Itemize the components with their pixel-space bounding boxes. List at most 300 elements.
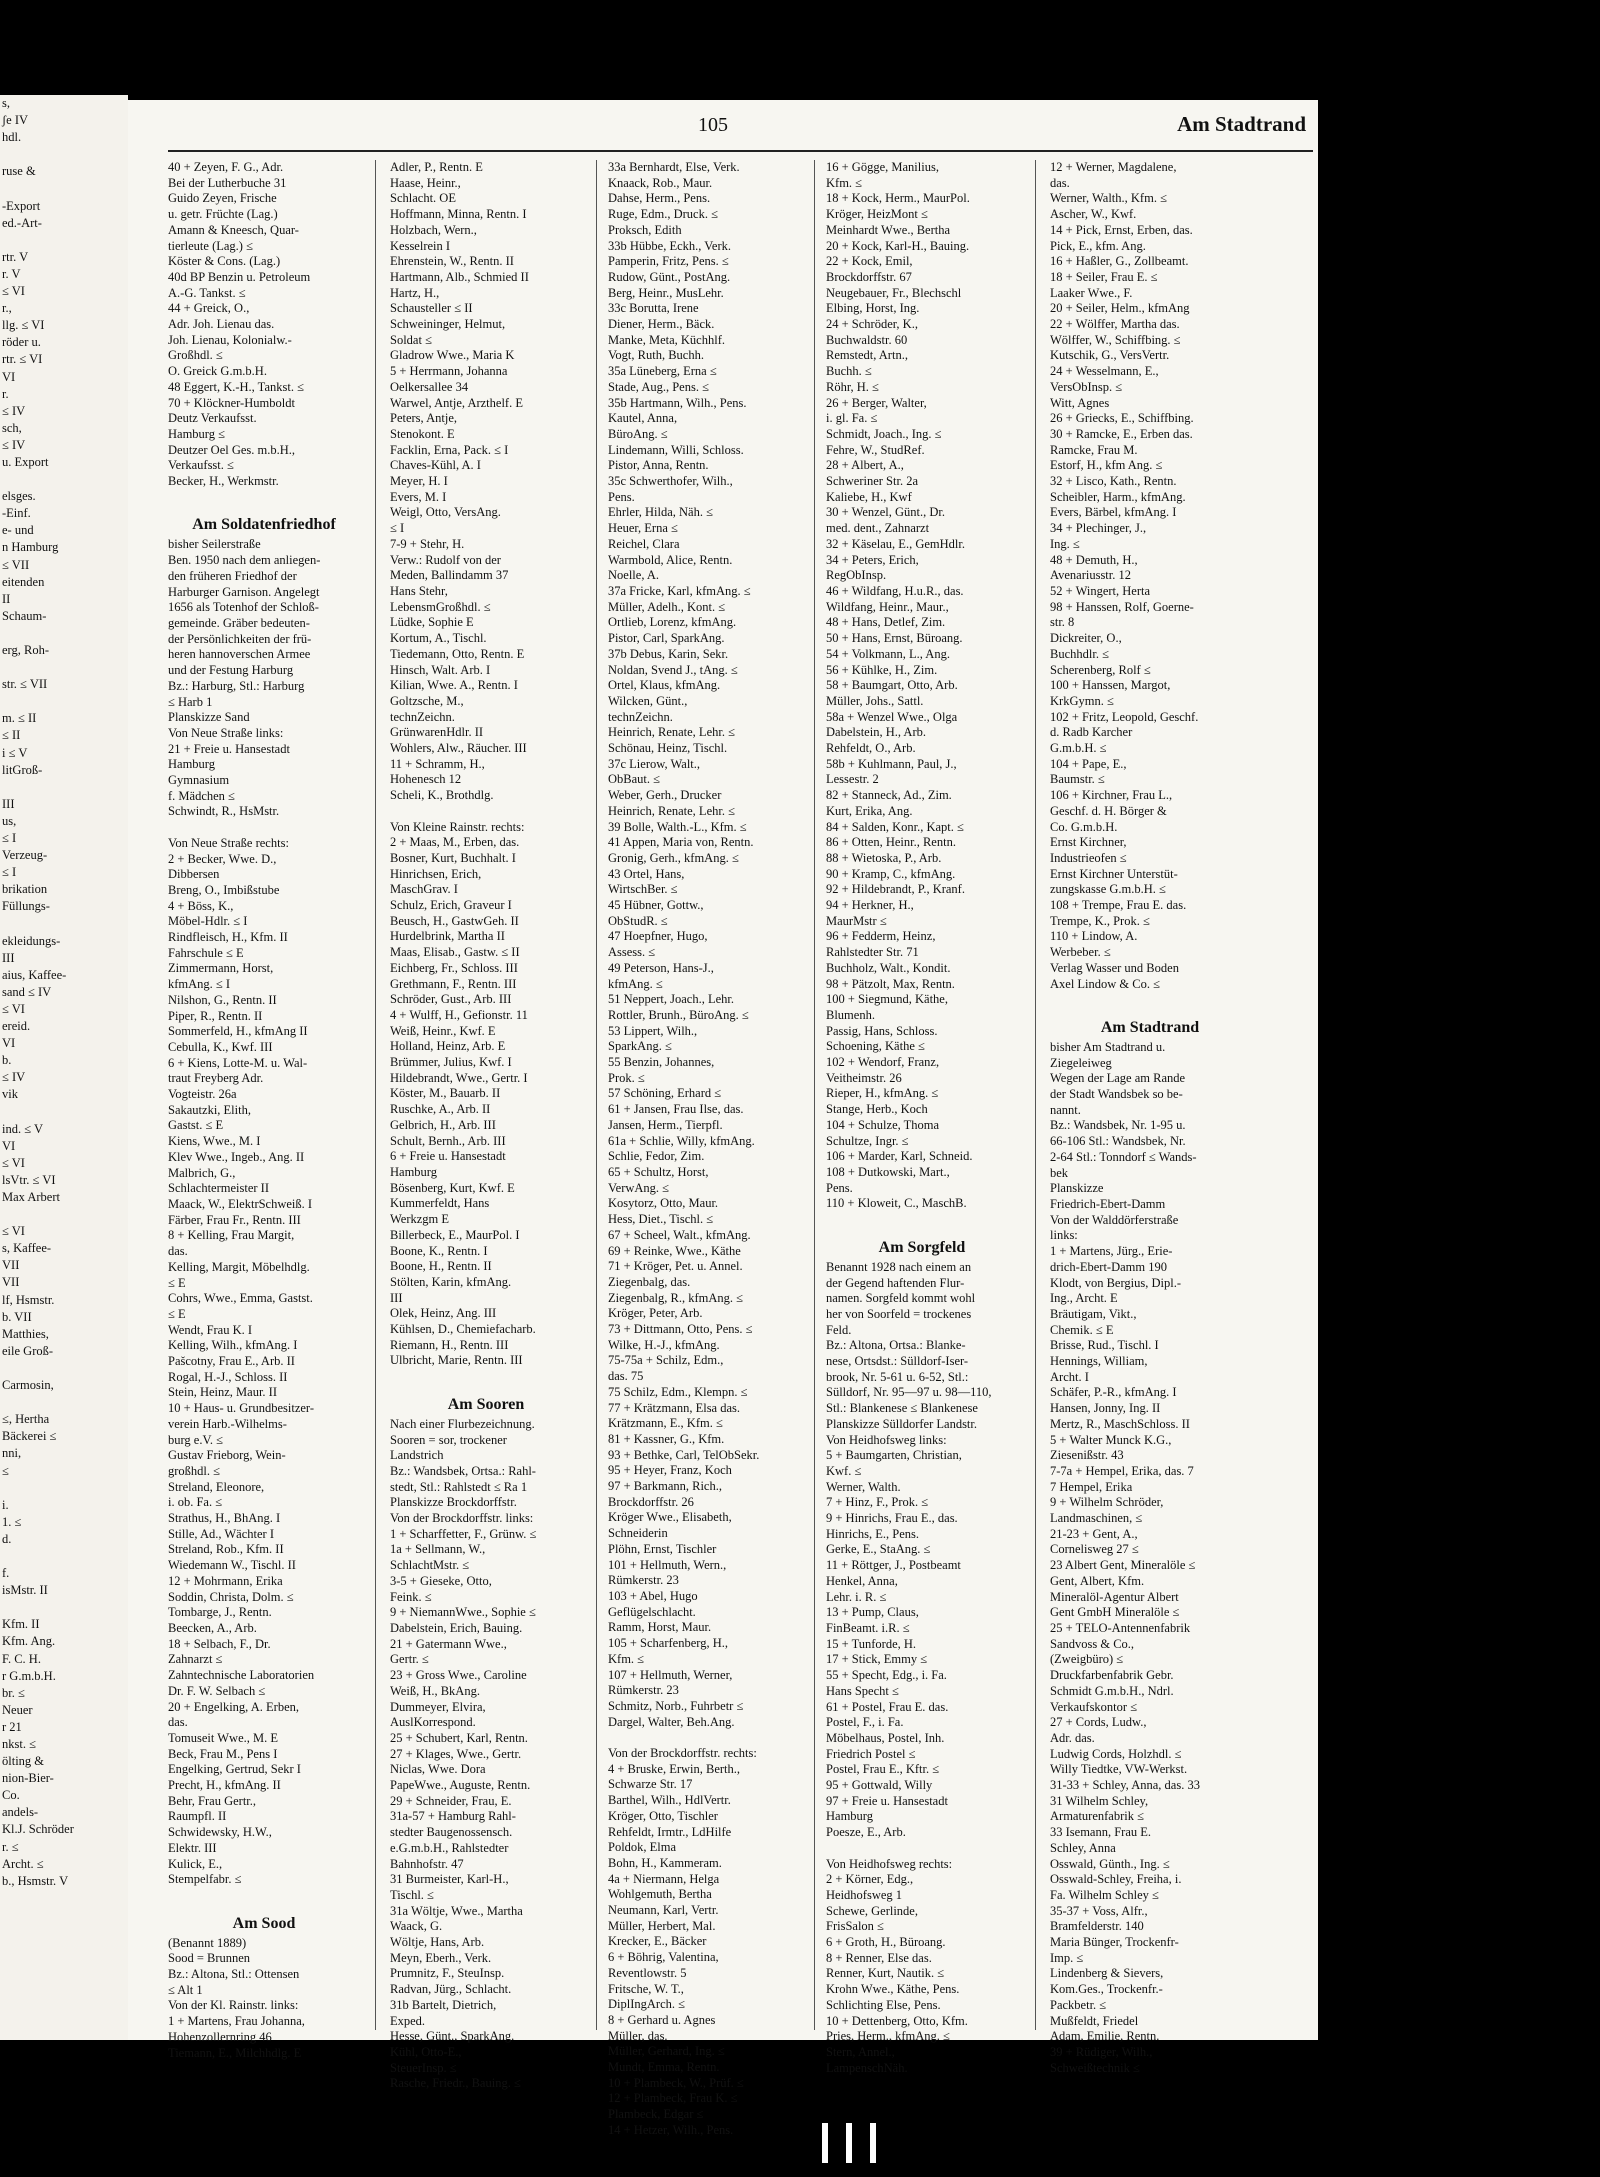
entry-line: 67 + Scheel, Walt., kfmAng. bbox=[608, 1227, 751, 1242]
margin-fragment: ≤ II bbox=[2, 728, 21, 743]
margin-fragment: Archt. ≤ bbox=[2, 1856, 44, 1871]
margin-fragment: r., bbox=[2, 301, 12, 316]
margin-fragment: nni, bbox=[2, 1446, 22, 1461]
entry-line: Scherenberg, Rolf ≤ bbox=[1050, 662, 1151, 677]
entry-line: VersObInsp. ≤ bbox=[1050, 379, 1123, 394]
column-divider bbox=[1035, 160, 1036, 2030]
entry-line: Geflügelschlacht. bbox=[608, 1604, 696, 1619]
margin-fragment: nkst. ≤ bbox=[2, 1737, 36, 1751]
entry-line: 4a + Niermann, Helga bbox=[608, 1871, 720, 1886]
margin-fragment: ekleidungs- bbox=[2, 933, 61, 948]
entry-line: 35-37 + Voss, Alfr., bbox=[1050, 1903, 1148, 1918]
entry-line: Hohenzollernring 46 bbox=[168, 2029, 272, 2044]
column-divider bbox=[375, 160, 376, 2030]
entry-line: Ing., Archt. E bbox=[1050, 1291, 1118, 1306]
entry-line: Weber, Gerh., Drucker bbox=[608, 788, 722, 803]
entry-line: 110 + Kloweit, C., MaschB. bbox=[826, 1196, 967, 1211]
entry-line: Remstedt, Artn., bbox=[826, 348, 908, 363]
section-heading: Am Sorgfeld bbox=[878, 1238, 966, 1256]
entry-line: Tischl. ≤ bbox=[390, 1887, 434, 1902]
margin-fragment: lsVtr. ≤ VI bbox=[2, 1172, 56, 1187]
entry-line: e.G.m.b.H., Rahlstedter bbox=[390, 1840, 509, 1855]
entry-line: Guido Zeyen, Frische bbox=[168, 191, 277, 206]
entry-line: Krecker, E., Bäcker bbox=[608, 1934, 707, 1949]
margin-fragment: s, bbox=[2, 96, 10, 110]
entry-line: 9 + NiemannWwe., Sophie ≤ bbox=[390, 1605, 536, 1620]
margin-fragment: Neuer bbox=[2, 1702, 33, 1717]
entry-line: Scheibler, Harm., kfmAng. bbox=[1050, 489, 1186, 504]
entry-line: Heuer, Erna ≤ bbox=[608, 521, 678, 536]
margin-fragment: str. ≤ VII bbox=[2, 677, 48, 692]
section-heading: Am Soldatenfriedhof bbox=[192, 516, 336, 534]
entry-line: 65 + Schultz, Horst, bbox=[608, 1165, 709, 1179]
entry-line: 82 + Stanneck, Ad., Zim. bbox=[826, 788, 952, 803]
entry-line: 21 + Gatermann Wwe., bbox=[390, 1636, 507, 1651]
section-heading: Am Stadtrand bbox=[1100, 1018, 1200, 1036]
entry-line: Adam, Emilie, Rentn. bbox=[1050, 2029, 1160, 2044]
entry-line: Sooren = sor, trockener bbox=[390, 1432, 507, 1447]
entry-line: O. Greick G.m.b.H. bbox=[168, 364, 267, 379]
entry-line: heren hannoverschen Armee bbox=[168, 647, 311, 662]
entry-line: 26 + Griecks, E., Schiffbing. bbox=[1050, 411, 1194, 426]
entry-line: 31a-57 + Hamburg Rahl- bbox=[390, 1809, 516, 1824]
entry-line: Gent GmbH Mineralöle ≤ bbox=[1050, 1605, 1180, 1620]
margin-fragment: hdl. bbox=[2, 130, 22, 145]
entry-line: Streland, Rob., Kfm. II bbox=[168, 1542, 284, 1557]
entry-line: Lindemann, Willi, Schloss. bbox=[608, 442, 744, 457]
entry-line: Pistor, Carl, SparkAng. bbox=[608, 631, 725, 646]
entry-line: das. bbox=[168, 1715, 188, 1730]
entry-line: Schweininger, Helmut, bbox=[390, 317, 506, 332]
entry-line: traut Freyberg Adr. bbox=[168, 1071, 264, 1086]
entry-line: nannt. bbox=[1050, 1102, 1081, 1117]
entry-line: Mußfeldt, Friedel bbox=[1050, 2013, 1139, 2028]
entry-line: drich-Ebert-Damm 190 bbox=[1050, 1259, 1167, 1274]
entry-line bbox=[1050, 992, 1250, 1008]
entry-line: Wölffer, W., Schiffbing. ≤ bbox=[1050, 332, 1181, 347]
entry-line: Hinrichsen, Erich, bbox=[390, 866, 482, 881]
entry-line: Radvan, Jürg., Schlacht. bbox=[390, 1982, 512, 1997]
entry-line: 2-64 Stl.: Tonndorf ≤ Wands- bbox=[1050, 1149, 1197, 1164]
entry-line: Tiemann, E., Milchhdlg. E bbox=[168, 2045, 302, 2060]
entry-line: Fahrschule ≤ E bbox=[168, 945, 244, 960]
entry-line: A.-G. Tankst. ≤ bbox=[168, 285, 246, 300]
entry-line: PapeWwe., Auguste, Rentn. bbox=[390, 1778, 531, 1793]
entry-line: Krätzmann, E., Kfm. ≤ bbox=[608, 1416, 723, 1431]
entry-line: (Zweigbüro) ≤ bbox=[1050, 1652, 1124, 1667]
entry-line: Brockdorffstr. 26 bbox=[608, 1494, 694, 1509]
entry-line: Von Neue Straße links: bbox=[168, 725, 284, 740]
entry-line: Beecken, A., Arb. bbox=[168, 1620, 257, 1635]
entry-line: Riemann, H., Rentn. III bbox=[390, 1337, 509, 1352]
entry-line: Rottler, Brunh., BüroAng. ≤ bbox=[608, 1007, 749, 1022]
entry-line: 16 + Haßler, G., Zollbeamt. bbox=[1050, 254, 1189, 269]
column-divider bbox=[596, 160, 597, 2030]
entry-line: d. Radb Karcher bbox=[1050, 725, 1133, 740]
margin-fragment: Bäckerei ≤ bbox=[2, 1429, 57, 1444]
entry-line: 4 + Wulff, H., Gefionstr. 11 bbox=[390, 1007, 528, 1022]
entry-line: Precht, H., kfmAng. II bbox=[168, 1778, 281, 1793]
margin-fragment: i. bbox=[2, 1497, 9, 1512]
entry-line: links: bbox=[1050, 1228, 1078, 1243]
margin-fragment: Co. bbox=[2, 1788, 20, 1803]
margin-fragment: III bbox=[2, 796, 15, 811]
entry-line: Kiens, Wwe., M. I bbox=[168, 1134, 261, 1149]
entry-line: Bohn, H., Kammeram. bbox=[608, 1855, 722, 1870]
entry-line: Wilke, H.-J., kfmAng. bbox=[608, 1337, 720, 1352]
entry-line: Sandvoss & Co., bbox=[1050, 1636, 1135, 1651]
column-2 bbox=[390, 160, 582, 2091]
entry-line: 31-33 + Schley, Anna, das. 33 bbox=[1050, 1778, 1200, 1793]
entry-line: Breng, O., Imbißstube bbox=[168, 882, 280, 897]
entry-line: 32 + Lisco, Kath., Rentn. bbox=[1050, 474, 1177, 489]
entry-line: Rieper, H., kfmAng. ≤ bbox=[826, 1086, 939, 1101]
entry-line: 22 + Wölffer, Martha das. bbox=[1050, 317, 1180, 332]
entry-line: Schlachtermeister II bbox=[168, 1181, 269, 1196]
entry-line: Noldan, Svend J., tAng. ≤ bbox=[608, 662, 738, 677]
margin-fragment: r G.m.b.H. bbox=[2, 1668, 56, 1683]
entry-line: 28 + Albert, A., bbox=[826, 458, 904, 473]
entry-line: 73 + Dittmann, Otto, Pens. ≤ bbox=[608, 1322, 753, 1337]
margin-fragment bbox=[0, 916, 128, 933]
margin-fragment: r 21 bbox=[2, 1719, 22, 1734]
entry-line: Gustav Frieborg, Wein- bbox=[168, 1448, 286, 1463]
entry-line: Planskizze Sülldorfer Landstr. bbox=[826, 1416, 978, 1431]
entry-line: Nach einer Flurbezeichnung. bbox=[390, 1416, 535, 1431]
entry-line: Adler, P., Rentn. E bbox=[390, 160, 483, 174]
entry-line: 21 + Freie u. Hansestadt bbox=[168, 741, 290, 756]
entry-line: Stade, Aug., Pens. ≤ bbox=[608, 379, 709, 394]
entry-line: Schwindt, R., HsMstr. bbox=[168, 804, 280, 819]
entry-line: Eichberg, Fr., Schloss. III bbox=[390, 960, 518, 975]
entry-line: Cornelisweg 27 ≤ bbox=[1050, 1542, 1139, 1557]
entry-line: tierleute (Lag.) ≤ bbox=[168, 238, 253, 253]
entry-line: Elektr. III bbox=[168, 1840, 217, 1855]
margin-fragment bbox=[0, 1548, 128, 1565]
entry-line: zungskasse G.m.b.H. ≤ bbox=[1050, 882, 1166, 897]
margin-fragment: ruse & bbox=[2, 164, 36, 179]
margin-fragment: d. bbox=[2, 1531, 12, 1546]
margin-fragment: -Einf. bbox=[2, 506, 31, 521]
entry-line: Maas, Elisab., Gastw. ≤ II bbox=[390, 945, 520, 960]
entry-line: 5 + Herrmann, Johanna bbox=[390, 364, 508, 379]
entry-line: ObBaut. ≤ bbox=[608, 772, 660, 787]
entry-line: technZeichn. bbox=[608, 709, 673, 724]
entry-line bbox=[826, 1841, 1018, 1857]
entry-line: 35b Hartmann, Wilh., Pens. bbox=[608, 395, 747, 410]
entry-line: Kröger, Otto, Tischler bbox=[608, 1808, 718, 1823]
entry-line: DiplIngArch. ≤ bbox=[608, 1997, 685, 2012]
entry-line: Ziegenbalg, R., kfmAng. ≤ bbox=[608, 1290, 743, 1305]
entry-line: 58 + Baumgart, Otto, Arb. bbox=[826, 678, 958, 693]
entry-line: 33a Bernhardt, Else, Verk. bbox=[608, 160, 740, 174]
entry-line: Möbelhaus, Postel, Inh. bbox=[826, 1730, 945, 1745]
entry-line: bisher Am Stadtrand u. bbox=[1050, 1039, 1166, 1054]
entry-line: Hamburg bbox=[168, 757, 215, 772]
margin-fragment: b. bbox=[2, 1053, 12, 1068]
entry-line: Henkel, Anna, bbox=[826, 1573, 898, 1588]
entry-line: 95 + Heyer, Franz, Koch bbox=[608, 1463, 732, 1478]
entry-line: Becker, H., Werkmstr. bbox=[168, 474, 279, 489]
entry-line: ≤ E bbox=[168, 1275, 186, 1290]
entry-line: 21-23 + Gent, A., bbox=[1050, 1526, 1138, 1541]
margin-fragment: VI bbox=[2, 1138, 16, 1153]
entry-line: Von der Kl. Rainstr. links: bbox=[168, 1998, 299, 2013]
entry-line: 20 + Seiler, Helm., kfmAng bbox=[1050, 301, 1190, 316]
entry-line: Schlacht. OE bbox=[390, 191, 456, 206]
entry-line: 50 + Hans, Ernst, Büroang. bbox=[826, 631, 963, 646]
entry-line: 58a + Wenzel Wwe., Olga bbox=[826, 709, 958, 724]
entry-line: 5 + Walter Munck K.G., bbox=[1050, 1432, 1172, 1447]
entry-line: 47 Hoepfner, Hugo, bbox=[608, 929, 708, 944]
entry-line: Schley, Anna bbox=[1050, 1840, 1116, 1855]
margin-fragment: brikation bbox=[2, 882, 48, 897]
entry-line: Schwarze Str. 17 bbox=[608, 1777, 693, 1792]
entry-line: Bräutigam, Vikt., bbox=[1050, 1306, 1137, 1321]
margin-fragment bbox=[0, 1599, 128, 1616]
entry-line: Gelbrich, H., Arb. III bbox=[390, 1117, 496, 1132]
entry-line: Laaker Wwe., F. bbox=[1050, 285, 1133, 300]
entry-line: Werner, Walth., Kfm. ≤ bbox=[1050, 191, 1167, 206]
entry-line: Meden, Ballindamm 37 bbox=[390, 568, 509, 583]
margin-fragment: u. Export bbox=[2, 454, 49, 469]
entry-line: Kosytorz, Otto, Maur. bbox=[608, 1196, 719, 1211]
entry-line: Soldat ≤ bbox=[390, 332, 432, 347]
left-page-margin bbox=[0, 95, 128, 2040]
margin-fragment: e- und bbox=[2, 523, 34, 538]
entry-line: bisher Seilerstraße bbox=[168, 537, 261, 552]
entry-line: 46 + Wildfang, H.u.R., das. bbox=[826, 583, 964, 598]
entry-line: Haase, Heinr., bbox=[390, 175, 461, 190]
entry-line: Köster, M., Bauarb. II bbox=[390, 1086, 501, 1101]
entry-line: Exped. bbox=[390, 2013, 426, 2028]
entry-line: Behr, Frau Gertr., bbox=[168, 1793, 257, 1808]
entry-line: Meinhardt Wwe., Bertha bbox=[826, 222, 951, 237]
entry-line: Zahntechnische Laboratorien bbox=[168, 1668, 315, 1683]
entry-line: Raumpfl. II bbox=[168, 1809, 227, 1824]
margin-fragment: r. V bbox=[2, 266, 21, 281]
entry-line: 45 Hübner, Gottw., bbox=[608, 898, 704, 913]
margin-fragment: ≤ IV bbox=[2, 437, 26, 452]
entry-line: 11 + Schramm, H., bbox=[390, 756, 485, 771]
entry-line: 27 + Cords, Ludw., bbox=[1050, 1715, 1147, 1730]
entry-line: Ortlieb, Lorenz, kfmAng. bbox=[608, 615, 737, 630]
entry-line: 10 + Dettenberg, Otto, Kfm. bbox=[826, 2013, 968, 2028]
entry-line: Von Kleine Rainstr. rechts: bbox=[390, 819, 525, 834]
margin-fragment: r. ≤ bbox=[2, 1839, 19, 1854]
margin-fragment bbox=[0, 693, 128, 710]
entry-line: 108 + Trempe, Frau E. das. bbox=[1050, 898, 1187, 913]
entry-line: 2 + Maas, M., Erben, das. bbox=[390, 835, 520, 850]
entry-line: Evers, M. I bbox=[390, 489, 447, 504]
entry-line: 18 + Selbach, F., Dr. bbox=[168, 1636, 271, 1651]
entry-line bbox=[168, 820, 360, 836]
entry-line: Kwf. ≤ bbox=[826, 1463, 862, 1478]
entry-line: 98 + Pätzolt, Max, Rentn. bbox=[826, 976, 955, 991]
entry-line: Kelling, Margit, Möbelhdlg. bbox=[168, 1259, 310, 1274]
entry-line: 105 + Scharfenberg, H., bbox=[608, 1636, 728, 1651]
entry-line: Estorf, H., kfm Ang. ≤ bbox=[1050, 458, 1163, 473]
entry-line: Elbing, Horst, Ing. bbox=[826, 301, 920, 316]
entry-line: Co. G.m.b.H. bbox=[1050, 819, 1118, 834]
entry-line: Bahnhofstr. 47 bbox=[390, 1856, 464, 1871]
entry-line: Kurt, Erika, Ang. bbox=[826, 803, 913, 818]
entry-line bbox=[390, 804, 582, 820]
margin-fragment: i ≤ V bbox=[2, 745, 28, 760]
entry-line: Von der Walddörferstraße bbox=[1050, 1212, 1179, 1227]
entry-line: 107 + Hellmuth, Werner, bbox=[608, 1667, 733, 1682]
entry-line: Postel, Frau E., Kftr. ≤ bbox=[826, 1762, 940, 1777]
entry-line: Schneiderin bbox=[608, 1526, 668, 1541]
margin-fragment bbox=[0, 1480, 128, 1497]
entry-line: Wildfang, Heinr., Maur., bbox=[826, 599, 949, 614]
entry-line: 8 + Renner, Else das. bbox=[826, 1950, 932, 1965]
margin-fragment bbox=[0, 1360, 128, 1377]
entry-line: Noelle, A. bbox=[608, 568, 660, 583]
entry-line: Stern, Annel., bbox=[826, 2044, 895, 2059]
entry-line: Pašcotny, Frau E., Arb. II bbox=[168, 1354, 295, 1369]
entry-line: Witt, Agnes bbox=[1050, 395, 1110, 410]
column-3 bbox=[608, 160, 800, 2137]
margin-fragment bbox=[0, 625, 128, 642]
margin-fragment: eitenden bbox=[2, 574, 45, 589]
entry-line: 14 + Hetzer, Wilh., Pens. bbox=[608, 2122, 734, 2137]
entry-line: 34 + Plechinger, J., bbox=[1050, 521, 1147, 536]
entry-line: Von Neue Straße rechts: bbox=[168, 835, 289, 850]
entry-line: Hurdelbrink, Martha II bbox=[390, 929, 505, 944]
entry-line: G.m.b.H. ≤ bbox=[1050, 741, 1107, 756]
entry-line: 102 + Fritz, Leopold, Geschf. bbox=[1050, 709, 1199, 724]
entry-line: 6 + Freie u. Hansestadt bbox=[390, 1149, 506, 1164]
entry-line: Ziesenißstr. 43 bbox=[1050, 1448, 1124, 1463]
entry-line: Gastst. ≤ E bbox=[168, 1118, 224, 1133]
entry-line: Lehr. i. R. ≤ bbox=[826, 1589, 887, 1604]
entry-line: 6 + Kiens, Lotte-M. u. Wal- bbox=[168, 1055, 308, 1070]
margin-fragment: F. C. H. bbox=[2, 1651, 41, 1666]
entry-line: 10 + Plambeck, W., Prüf. ≤ bbox=[608, 2075, 744, 2090]
entry-line: Heidhofsweg 1 bbox=[826, 1887, 903, 1902]
entry-line: das. bbox=[168, 1244, 188, 1259]
entry-line: Mineralöl-Agentur Albert bbox=[1050, 1589, 1179, 1604]
entry-line: 102 + Wendorf, Franz, bbox=[826, 1055, 940, 1070]
entry-line: Holland, Heinz, Arb. E bbox=[390, 1039, 506, 1054]
entry-line: 71 + Kröger, Pet. u. Annel. bbox=[608, 1259, 743, 1274]
entry-line: Ruschke, A., Arb. II bbox=[390, 1102, 491, 1117]
entry-line: Dahse, Herm., Pens. bbox=[608, 191, 711, 206]
margin-fragment bbox=[0, 180, 128, 197]
entry-line: Joh. Lienau, Kolonialw.- bbox=[168, 332, 292, 347]
margin-fragment: VII bbox=[2, 1275, 20, 1290]
entry-line: bek bbox=[1050, 1165, 1069, 1180]
margin-fragment: rtr. V bbox=[2, 249, 29, 264]
entry-line: Müller, Johs., Sattl. bbox=[826, 693, 924, 708]
entry-line: 7-9 + Stehr, H. bbox=[390, 536, 465, 551]
entry-line: Fritsche, W. T., bbox=[608, 1981, 684, 1996]
entry-line: Schröder, Gust., Arb. III bbox=[390, 992, 512, 1007]
entry-line: LebensmGroßhdl. ≤ bbox=[390, 599, 491, 614]
entry-line: Chemik. ≤ E bbox=[1050, 1322, 1114, 1337]
entry-line: Dickreiter, O., bbox=[1050, 631, 1122, 646]
entry-line: Klev Wwe., Ingeb., Ang. II bbox=[168, 1149, 305, 1164]
margin-fragment: br. ≤ bbox=[2, 1685, 25, 1700]
entry-line: Armaturenfabrik ≤ bbox=[1050, 1809, 1144, 1824]
entry-line: Ludwig Cords, Holzhdl. ≤ bbox=[1050, 1746, 1182, 1761]
column-divider bbox=[814, 160, 815, 2030]
entry-line: Adr. Joh. Lienau das. bbox=[168, 317, 275, 332]
entry-line: 90 + Kramp, C., kfmAng. bbox=[826, 866, 956, 881]
entry-line: Amann & Kneesch, Quar- bbox=[168, 222, 299, 237]
entry-line: 93 + Bethke, Carl, TelObSekr. bbox=[608, 1447, 760, 1462]
margin-fragment: 1. ≤ bbox=[2, 1514, 22, 1529]
margin-fragment: f. bbox=[2, 1566, 10, 1581]
entry-line: Stölten, Karin, kfmAng. bbox=[390, 1274, 512, 1289]
entry-line: Wiedemann W., Tischl. II bbox=[168, 1558, 296, 1573]
entry-line: verein Harb.-Wilhelms- bbox=[168, 1416, 287, 1431]
entry-line: 35a Lüneberg, Erna ≤ bbox=[608, 364, 717, 379]
entry-line: Ziegenbalg, das. bbox=[608, 1274, 691, 1289]
entry-line: 3-5 + Gieseke, Otto, bbox=[390, 1573, 492, 1588]
entry-line: Zahnarzt ≤ bbox=[168, 1652, 223, 1667]
entry-line: 110 + Lindow, A. bbox=[1050, 929, 1138, 944]
entry-line: 29 + Schneider, Frau, E. bbox=[390, 1793, 512, 1808]
entry-line: MaschGrav. I bbox=[390, 882, 458, 897]
entry-line: Soddin, Christa, Dolm. ≤ bbox=[168, 1589, 294, 1604]
margin-fragment: Füllungs- bbox=[2, 899, 50, 914]
entry-line: nese, Ortsdst.: Sülldorf-Iser- bbox=[826, 1354, 969, 1369]
margin-fragment: Max Arbert bbox=[2, 1190, 60, 1204]
entry-line: Streland, Eleonore, bbox=[168, 1479, 265, 1494]
entry-line: med. dent., Zahnarzt bbox=[826, 521, 930, 536]
entry-line: Ernst Kirchner Unterstüt- bbox=[1050, 866, 1178, 881]
entry-line: Gladrow Wwe., Maria K bbox=[390, 348, 515, 363]
entry-line: 44 + Greick, O., bbox=[168, 301, 250, 316]
margin-fragment: ind. ≤ V bbox=[2, 1121, 44, 1136]
entry-line: Landmaschinen, ≤ bbox=[1050, 1511, 1143, 1526]
entry-line: Berg, Heinr., MusLehr. bbox=[608, 285, 724, 300]
column-4 bbox=[826, 160, 1018, 2075]
entry-line: Hennings, William, bbox=[1050, 1354, 1148, 1369]
entry-line: f. Mädchen ≤ bbox=[168, 788, 235, 803]
entry-line: Reichel, Clara bbox=[608, 536, 680, 551]
entry-line: 15 + Tunforde, H. bbox=[826, 1636, 917, 1651]
entry-line: Facklin, Erna, Pack. ≤ I bbox=[390, 442, 509, 457]
entry-line: 35c Schwerthofer, Wilh., bbox=[608, 474, 733, 489]
entry-line: Hamburg ≤ bbox=[168, 426, 225, 441]
entry-line: Hess, Diet., Tischl. ≤ bbox=[608, 1212, 714, 1227]
entry-line: Kilian, Wwe. A., Rentn. I bbox=[390, 678, 518, 693]
entry-line: und der Festung Harburg bbox=[168, 663, 294, 678]
entry-line: Stempelfabr. ≤ bbox=[168, 1872, 242, 1887]
entry-line: Schmidt G.m.b.H., Ndrl. bbox=[1050, 1683, 1174, 1698]
margin-fragment: Kfm. Ang. bbox=[2, 1634, 56, 1649]
entry-line: Schwidewsky, H.W., bbox=[168, 1825, 272, 1840]
entry-line: Fa. Wilhelm Schley ≤ bbox=[1050, 1887, 1159, 1902]
entry-line: Hamburg bbox=[390, 1165, 437, 1179]
entry-line: Renner, Kurt, Nautik. ≤ bbox=[826, 1966, 945, 1981]
entry-line: Deutz Verkaufsst. bbox=[168, 411, 257, 426]
entry-line: Feld. bbox=[826, 1322, 852, 1337]
entry-line: Kfm. ≤ bbox=[826, 175, 863, 190]
entry-line: Möbel-Hdlr. ≤ I bbox=[168, 914, 248, 929]
entry-line: Kühl, Otto-E., bbox=[390, 2044, 462, 2059]
entry-line: Ing. ≤ bbox=[1050, 536, 1080, 551]
entry-line: 1 + Martens, Frau Johanna, bbox=[168, 2014, 305, 2029]
entry-line: Olek, Heinz, Ang. III bbox=[390, 1306, 497, 1321]
entry-line: großhdl. ≤ bbox=[168, 1463, 220, 1478]
entry-line: Ramcke, Frau M. bbox=[1050, 442, 1138, 457]
entry-line: 98 + Hanssen, Rolf, Goerne- bbox=[1050, 599, 1194, 614]
entry-line: Kortum, A., Tischl. bbox=[390, 631, 487, 646]
